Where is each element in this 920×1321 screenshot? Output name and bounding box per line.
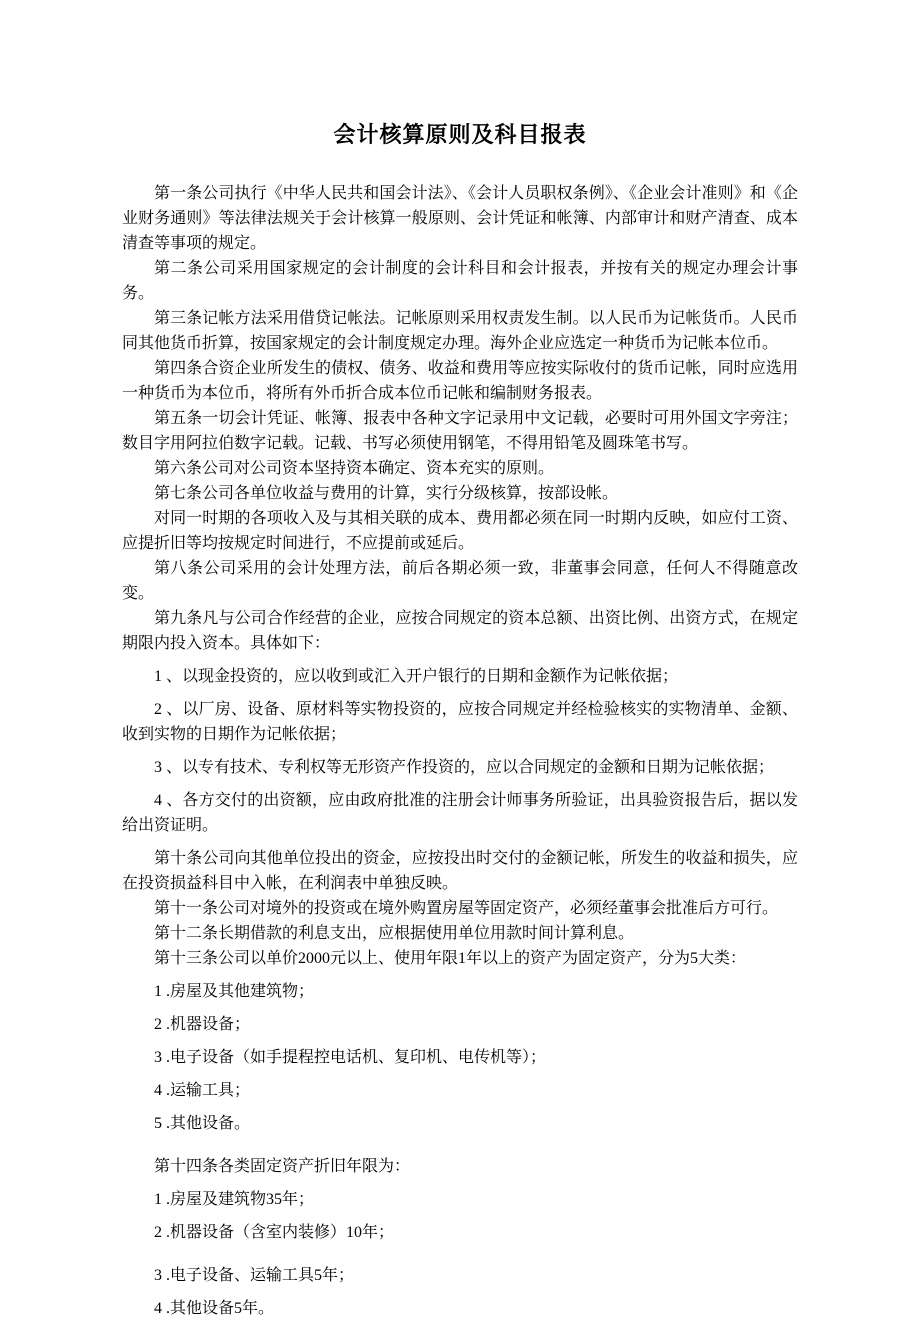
paragraph: 第九条凡与公司合作经营的企业，应按合同规定的资本总额、出资比例、出资方式，在规定期限内投入资本。具体如下： (122, 610, 798, 652)
paragraph: 第五条一切会计凭证、帐簿、报表中各种文字记录用中文记载，必要时可用外国文字旁注；数目字用阿拉伯数字记载。记载、书写必须使用钢笔，不得用铅笔及圆珠笔书写。 (122, 410, 798, 452)
paragraph: 第十条公司向其他单位投出的资金，应按投出时交付的金额记帐，所发生的收益和损失，应在投资损益科目中入帐，在利润表中单独反映。 (122, 850, 798, 892)
list-item: 2 .机器设备； (154, 1016, 251, 1033)
paragraph: 第十一条公司对境外的投资或在境外购置房屋等固定资产，必须经董事会批准后方可行。 (154, 900, 779, 917)
paragraph: 第四条合资企业所发生的债权、债务、收益和费用等应按实际收付的货币记帐，同时应选用一种货币为本位币，将所有外币折合成本位币记帐和编制财务报表。 (122, 360, 798, 402)
list-item: 3 .电子设备、运输工具5年； (154, 1267, 355, 1284)
list-item: 3 .电子设备（如手提程控电话机、复印机、电传机等）； (154, 1049, 547, 1066)
paragraph: 第一条公司执行《中华人民共和国会计法》、《会计人员职权条例》、《企业会计准则》和《企业财务通则》等法律法规关于会计核算一般原则、会计凭证和帐簿、内部审计和财产清查、成本清查等事项的规定。 (122, 185, 798, 252)
paragraph: 第十三条公司以单价2000元以上、使用年限1年以上的资产为固定资产，分为5大类： (154, 950, 747, 967)
list-item: 3 、以专有技术、专利权等无形资产作投资的，应以合同规定的金额和日期为记帐依据； (154, 759, 775, 776)
paragraph: 第十二条长期借款的利息支出，应根据使用单位用款时间计算利息。 (154, 925, 635, 942)
list-item: 1 .房屋及建筑物35年； (154, 1191, 315, 1208)
list-item: 2 .机器设备（含室内装修）10年； (154, 1224, 395, 1241)
document-body (122, 181, 798, 1321)
list-item: 1 、以现金投资的，应以收到或汇入开户银行的日期和金额作为记帐依据； (154, 668, 679, 685)
paragraph: 第六条公司对公司资本坚持资本确定、资本充实的原则。 (154, 460, 555, 477)
paragraph: 第十四条各类固定资产折旧年限为： (154, 1158, 411, 1175)
list-item: 4 .其他设备5年。 (154, 1300, 275, 1317)
paragraph: 对同一时期的各项收入及与其相关联的成本、费用都必须在同一时期内反映，如应付工资、应提折旧等均按规定时间进行，不应提前或延后。 (122, 510, 798, 552)
list-item: 4 、各方交付的出资额，应由政府批准的注册会计师事务所验证，出具验资报告后，据以发给出资证明。 (122, 792, 798, 834)
list-item: 2 、以厂房、设备、原材料等实物投资的，应按合同规定并经检验核实的实物清单、金额、收到实物的日期作为记帐依据； (122, 701, 798, 743)
paragraph: 第七条公司各单位收益与费用的计算，实行分级核算，按部设帐。 (154, 485, 619, 502)
list-item: 1 .房屋及其他建筑物； (154, 983, 315, 1000)
paragraph: 第二条公司采用国家规定的会计制度的会计科目和会计报表，并按有关的规定办理会计事务。 (122, 260, 798, 302)
document-title: 会计核算原则及科目报表 (333, 122, 587, 147)
paragraph: 第三条记帐方法采用借贷记帐法。记帐原则采用权责发生制。以人民币为记帐货币。人民币同其他货币折算，按国家规定的会计制度规定办理。海外企业应选定一种货币为记帐本位币。 (122, 310, 798, 352)
list-item: 4 .运输工具； (154, 1082, 251, 1099)
paragraph: 第八条公司采用的会计处理方法，前后各期必须一致，非董事会同意，任何人不得随意改变。 (122, 560, 798, 602)
list-item: 5 .其他设备。 (154, 1115, 251, 1132)
